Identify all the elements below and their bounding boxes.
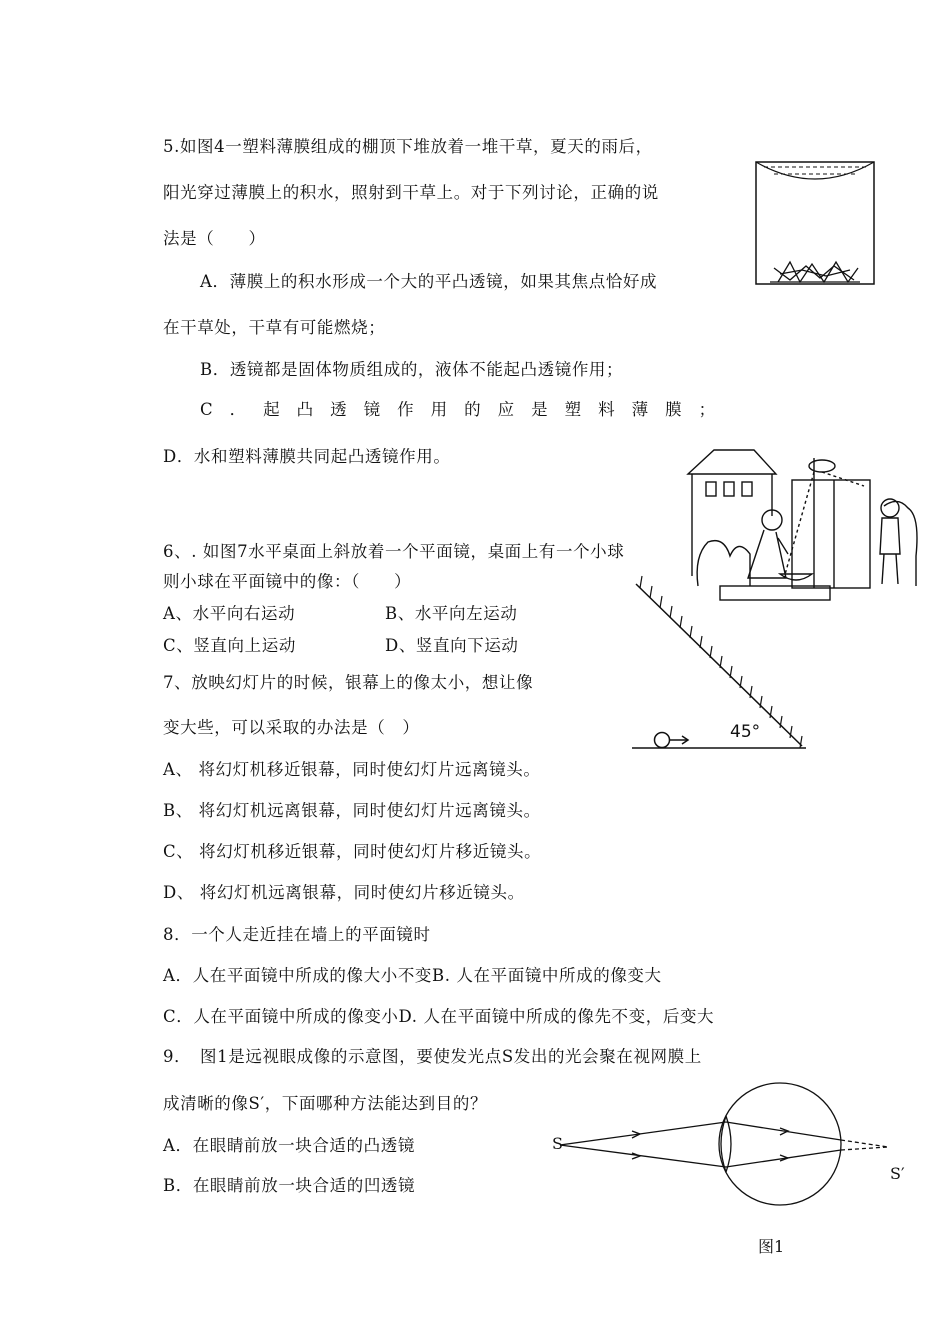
- q9-stem-line1: 9． 图1是远视眼成像的示意图，要使发光点S发出的光会聚在视网膜上: [163, 1047, 702, 1066]
- figure-inclined-mirror: [630, 574, 810, 754]
- q5-option-c: C．起凸透镜作用的应是塑料薄膜；: [200, 400, 733, 419]
- q7-option-d: D、 将幻灯机远离银幕，同时使幻片移近镜头。: [163, 883, 525, 902]
- q6-stem-line2: 则小球在平面镜中的像：（ ）: [163, 572, 412, 591]
- q7-stem-line2: 变大些，可以采取的办法是（ ）: [163, 718, 420, 737]
- q8-stem: 8．一个人走近挂在墙上的平面镜时: [163, 925, 431, 944]
- angle-45-label: 45°: [730, 722, 761, 742]
- q6-option-c: C、竖直向上运动: [163, 636, 296, 655]
- q8-options-ab: A．人在平面镜中所成的像大小不变B. 人在平面镜中所成的像变大: [163, 966, 662, 985]
- figure-film-roof: [750, 158, 880, 288]
- q5-stem-line1: 5.如图4一塑料薄膜组成的棚顶下堆放着一堆干草，夏天的雨后，: [163, 137, 653, 156]
- q6-option-a: A、水平向右运动: [163, 604, 296, 623]
- q7-option-a: A、 将幻灯机移近银幕，同时使幻灯片远离镜头。: [163, 760, 541, 779]
- q5-stem-line3: 法是（ ）: [163, 229, 266, 248]
- q5-option-a-line2: 在干草处，干草有可能燃烧；: [163, 318, 386, 337]
- figure-farsighted-eye: [550, 1078, 910, 1208]
- q7-stem-line1: 7、放映幻灯片的时候，银幕上的像太小，想让像: [163, 673, 534, 692]
- figure-1-caption: 图1: [758, 1237, 785, 1256]
- q9-option-a: A．在眼睛前放一块合适的凸透镜: [163, 1136, 415, 1155]
- q8-options-cd: C．人在平面镜中所成的像变小D. 人在平面镜中所成的像先不变，后变大: [163, 1007, 715, 1026]
- q5-stem-line2: 阳光穿过薄膜上的积水，照射到干草上。对于下列讨论，正确的说: [163, 183, 659, 202]
- q5-option-a-line1: A．薄膜上的积水形成一个大的平凸透镜，如果其焦点恰好成: [200, 272, 658, 291]
- q5-option-d: D．水和塑料薄膜共同起凸透镜作用。: [163, 447, 451, 466]
- label-s-prime: S′: [890, 1164, 905, 1183]
- q9-option-b: B．在眼睛前放一块合适的凹透镜: [163, 1176, 416, 1195]
- q6-option-d: D、竖直向下运动: [385, 636, 519, 655]
- q7-option-c: C、 将幻灯机移近银幕，同时使幻灯片移近镜头。: [163, 842, 542, 861]
- q6-option-b: B、水平向左运动: [385, 604, 518, 623]
- q5-option-b: B．透镜都是固体物质组成的，液体不能起凸透镜作用；: [200, 360, 624, 379]
- q9-stem-line2: 成清晰的像S′，下面哪种方法能达到目的？: [163, 1094, 488, 1113]
- q6-stem-line1: 6、. 如图7水平桌面上斜放着一个平面镜，桌面上有一个小球: [163, 542, 625, 561]
- q7-option-b: B、 将幻灯机远离银幕，同时使幻灯片远离镜头。: [163, 801, 541, 820]
- label-s: S: [552, 1134, 563, 1153]
